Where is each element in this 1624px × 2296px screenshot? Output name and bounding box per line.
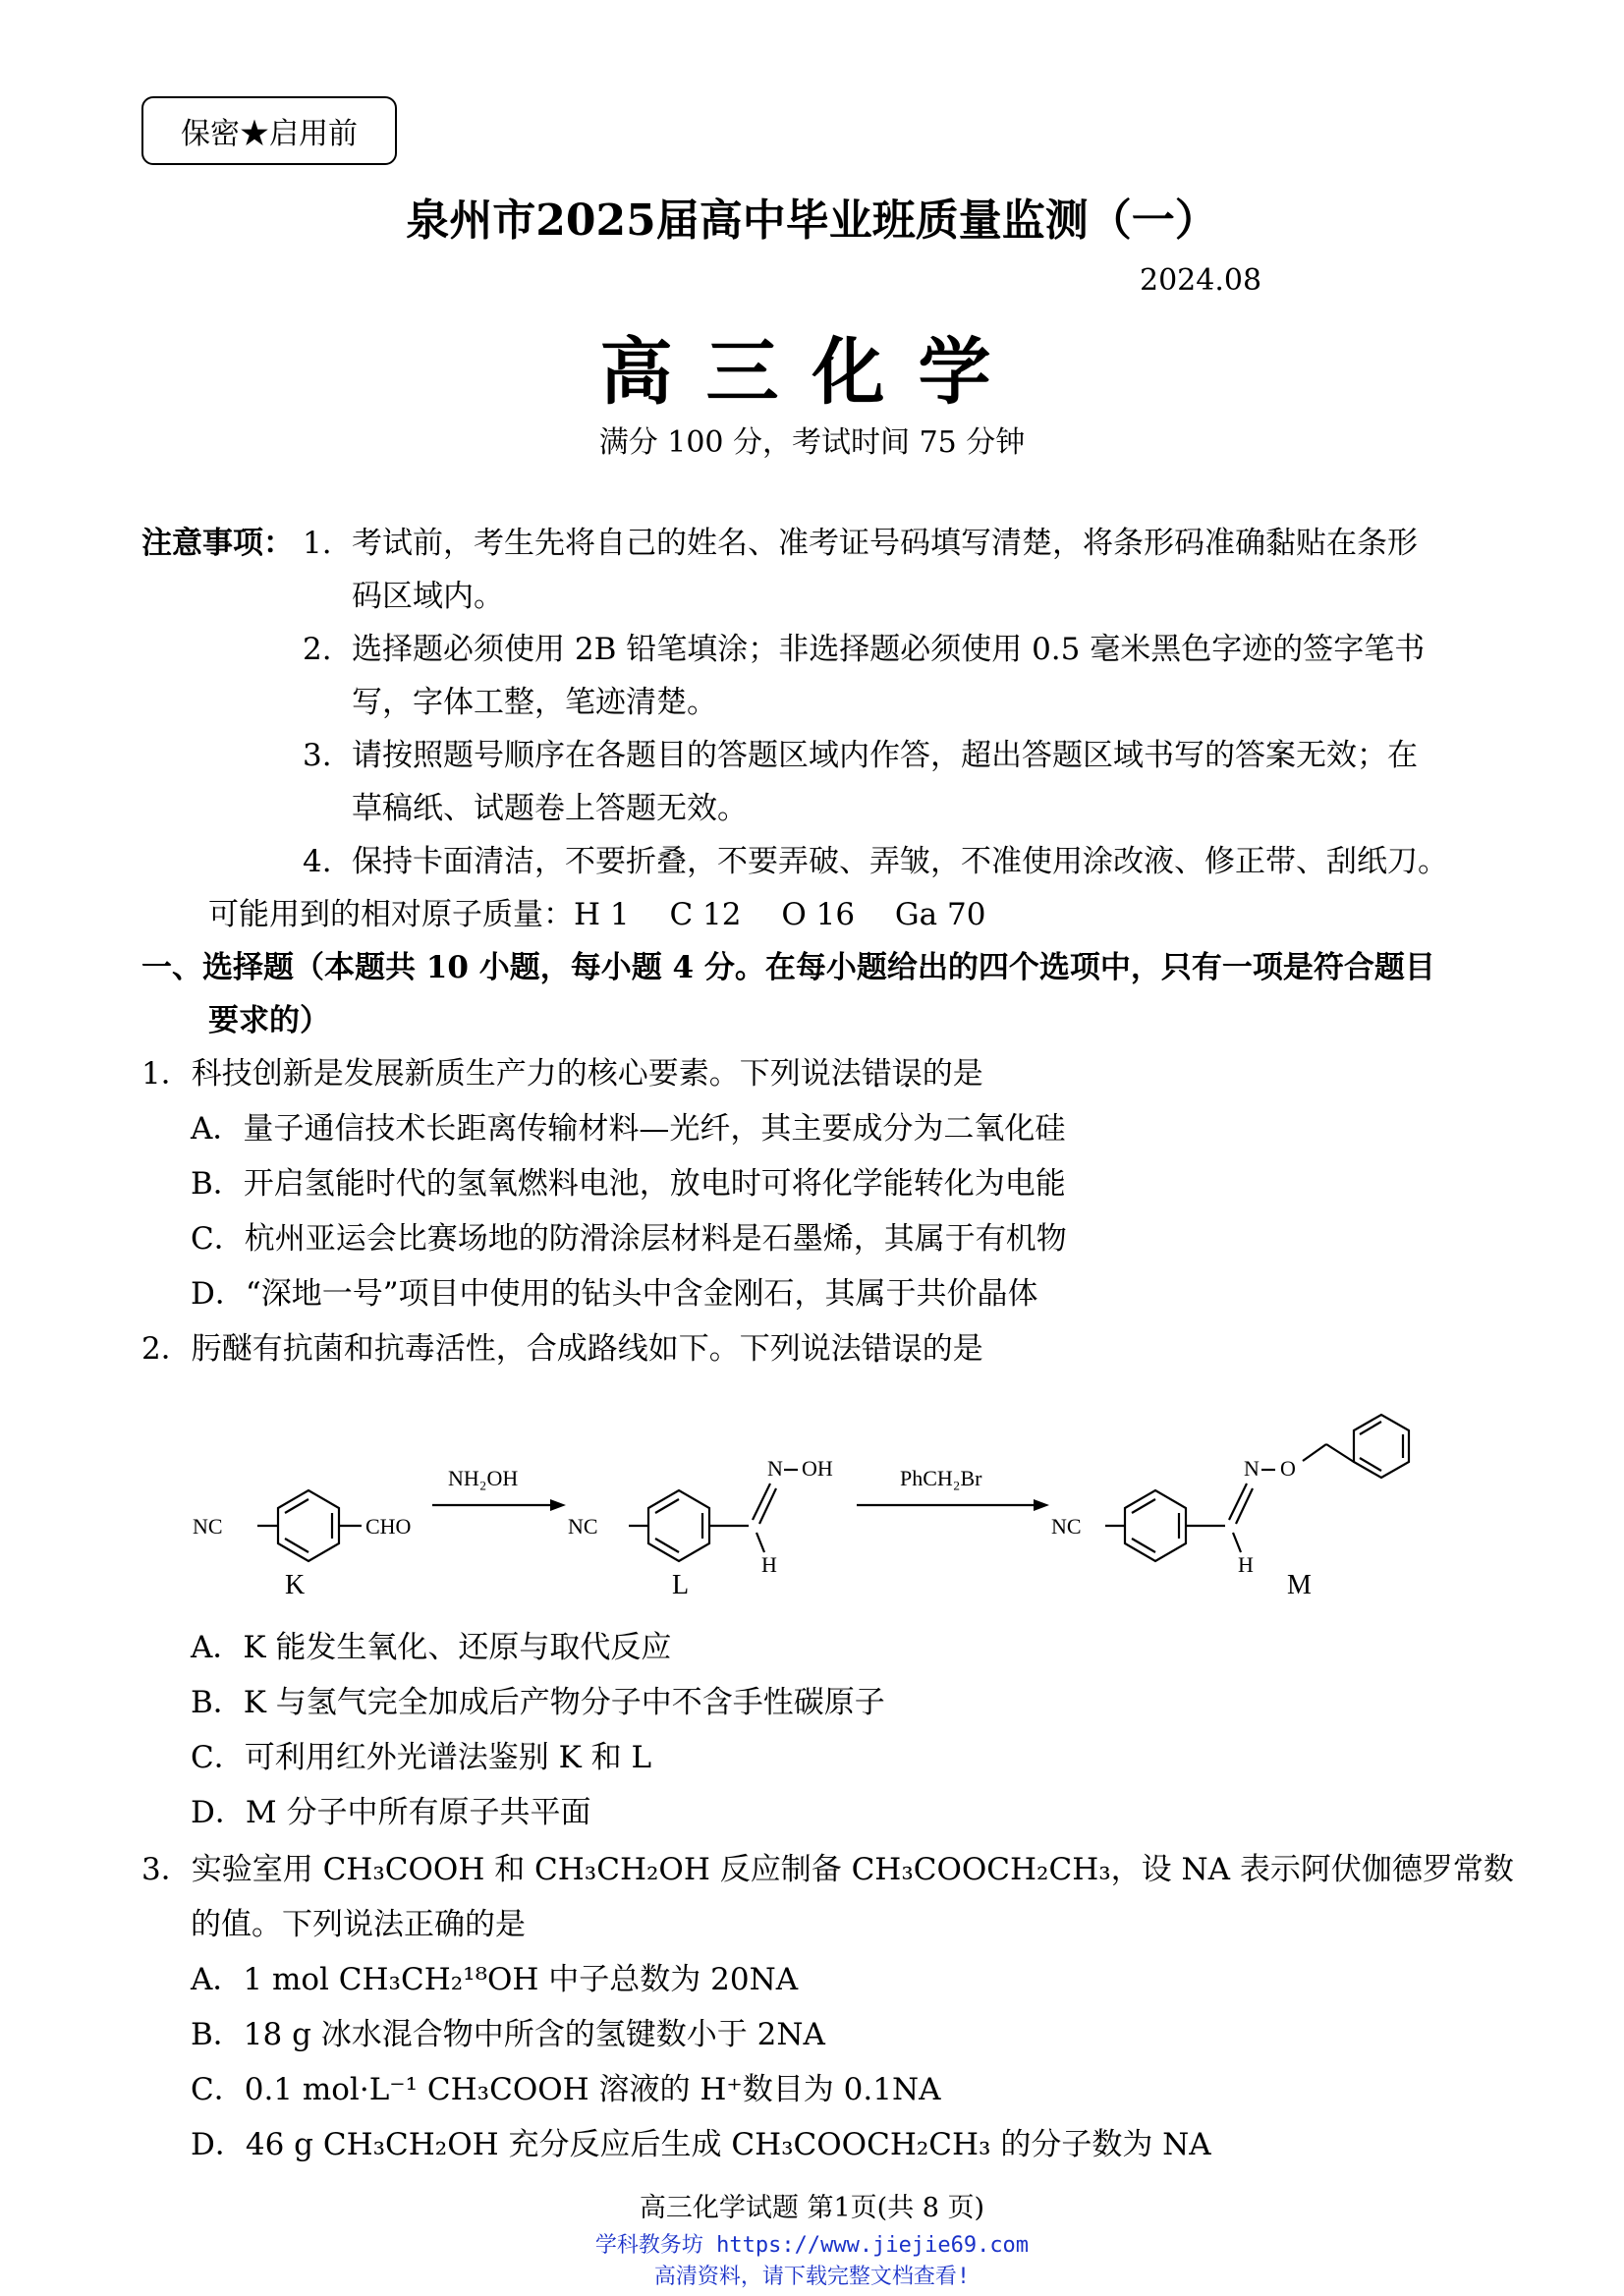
q2-emphasis-char: 错 [861,1331,892,1367]
q1-emphasis-char: 误 [891,1056,923,1092]
watermark-link[interactable]: 学科教务坊 https://www.jiejie69.com [594,2233,1030,2258]
watermark-note: 高清资料，请下载完整文档查看! [653,2265,971,2289]
arrow-head-2 [1034,1499,1049,1511]
m-phenyl-ring [1354,1415,1409,1478]
note-2-line2: 写，字体工整，笔迹清楚。 [352,685,717,720]
q2-number: 2． [141,1331,192,1367]
q1-option-a: A．量子通信技术长距离传输材料—光纤，其主要成分为二氧化硅 [191,1111,1066,1147]
m-n-label: N [1244,1456,1260,1481]
exam-date: 2024.08 [1140,263,1262,298]
l-benzene-ring [648,1490,709,1561]
q2-option-b: B．K 与氢气完全加成后产物分子中不含手性碳原子 [191,1685,885,1720]
exam-title: 泉州市2025届高中毕业班质量监测（一） [406,196,1218,246]
q1-option-d: D．“深地一号”项目中使用的钻头中含金刚石，其属于共价晶体 [191,1276,1038,1312]
q1-option-b: B．开启氢能时代的氢氧燃料电池，放电时可将化学能转化为电能 [191,1166,1066,1202]
arrow-head-1 [550,1499,566,1511]
note-1-num: 1. [303,526,332,561]
question-2-stem [141,1322,983,1375]
atomic-mass-line: 可能用到的相对原子质量：H 1 C 12 O 16 Ga 70 [208,897,986,932]
l-oh-label: OH [802,1456,833,1481]
exam-info: 满分 100 分，考试时间 75 分钟 [598,425,1026,460]
k-benzene-ring [278,1490,339,1561]
m-h-label: H [1238,1552,1254,1577]
question-1-stem [141,1047,983,1100]
compound-l-label: L [672,1570,690,1600]
q3-option-c: C．0.1 mol·L⁻¹ CH₃COOH 溶液的 H⁺数目为 0.1NA [191,2072,941,2107]
question-3-stem [141,1843,1514,1896]
compound-k-label: K [285,1570,306,1600]
section-heading: 一、选择题（本题共 10 小题，每小题 4 分。在每小题给出的四个选项中，只有一项是符合题目 [141,950,1435,985]
m-nc-label: NC [1051,1514,1082,1539]
q2-emphasis-char: 误 [891,1331,923,1367]
q3-option-a: A．1 mol CH₃CH₂¹⁸OH 中子总数为 20NA [191,1962,799,1997]
confidential-label: 保密★启用前 [181,117,358,151]
q1-option-c: C．杭州亚运会比赛场地的防滑涂层材料是石墨烯，其属于有机物 [191,1221,1067,1257]
page-footer: 高三化学试题 第1页(共 8 页) [639,2193,985,2223]
note-2-num: 2. [303,632,332,667]
q3-option-b: B．18 g 冰水混合物中所含的氢键数小于 2NA [191,2017,825,2052]
synthesis-scheme [0,1375,1624,1611]
reagent-2-label: PhCH₂Br [900,1466,982,1490]
reagent-1-label: NH₂OH [448,1466,519,1490]
q3-stem-cont: 的值。下列说法正确的是 [191,1907,526,1942]
section-heading-cont: 要求的） [208,1003,330,1038]
note-3-num: 3. [303,738,332,773]
k-nc-label: NC [193,1514,223,1539]
k-cho-label: CHO [365,1514,412,1539]
note-1-line1: 考试前，考生先将自己的姓名、准考证号码填写清楚，将条形码准确黏贴在条形 [352,526,1418,561]
subject-title: 高三化学 [599,330,1025,415]
note-2-line1: 选择题必须使用 2B 铅笔填涂；非选择题必须使用 0.5 毫米黑色字迹的签字笔书 [352,632,1426,667]
notes-label: 注意事项： [141,526,294,561]
compound-m-label: M [1287,1570,1312,1600]
q1-stem-text: 科技创新是发展新质生产力的核心要素。下列说法 [191,1056,862,1092]
q3-stem-text: 实验室用 CH₃COOH 和 CH₃CH₂OH 反应制备 CH₃COOCH₂CH₃，设 NA 表示阿伏伽德罗常数 [191,1852,1514,1887]
l-nc-label: NC [568,1514,598,1539]
note-1-line2: 码区域内。 [352,579,504,614]
q2-option-d: D．M 分子中所有原子共平面 [191,1795,591,1830]
note-4-line1: 保持卡面清洁，不要折叠，不要弄破、弄皱，不准使用涂改液、修正带、刮纸刀。 [352,844,1448,879]
note-4-num: 4. [303,844,332,879]
q1-stem-end: 的是 [922,1056,983,1092]
q2-option-a: A．K 能发生氧化、还原与取代反应 [191,1630,672,1665]
m-o-label: O [1280,1456,1296,1481]
q2-stem-end: 的是 [922,1331,983,1367]
note-3-line2: 草稿纸、试题卷上答题无效。 [352,791,748,826]
confidential-stamp [141,96,397,165]
l-n-label: N [767,1456,783,1481]
q3-option-d: D．46 g CH₃CH₂OH 充分反应后生成 CH₃COOCH₂CH₃ 的分子数为 NA [191,2127,1211,2162]
q3-number: 3． [141,1852,192,1887]
note-3-line1: 请按照题号顺序在各题目的答题区域内作答，超出答题区域书写的答案无效；在 [352,738,1418,773]
m-benzene-ring [1125,1490,1186,1561]
q1-emphasis-char: 错 [861,1056,892,1092]
q1-number: 1． [141,1056,192,1092]
l-h-label: H [761,1552,777,1577]
q2-stem-text: 肟醚有抗菌和抗毒活性，合成路线如下。下列说法 [191,1331,862,1367]
q2-option-c: C．可利用红外光谱法鉴别 K 和 L [191,1740,652,1775]
